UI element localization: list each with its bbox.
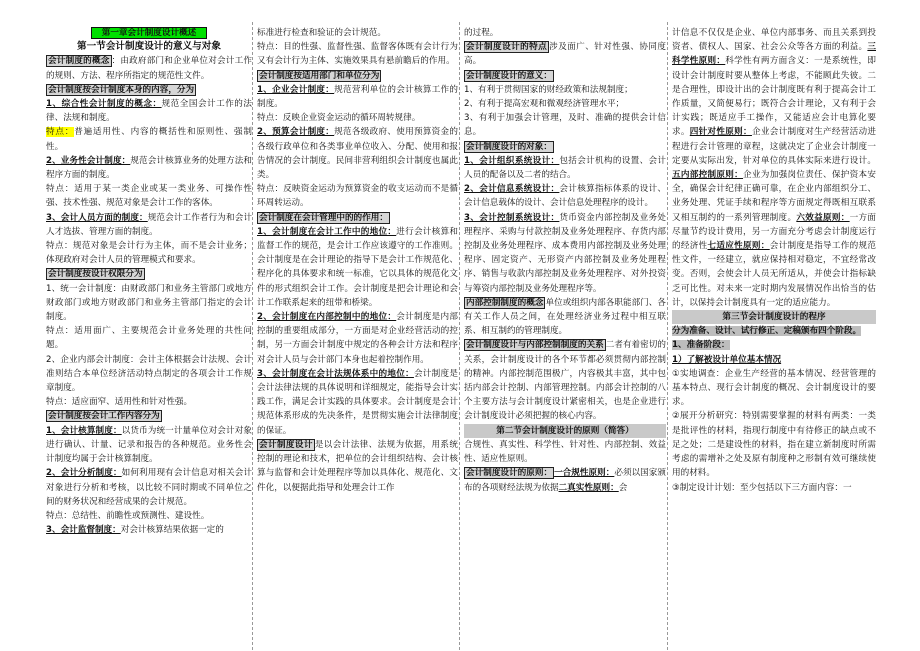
column-1 xyxy=(44,26,254,646)
paragraph: 特点：适用于某一类企业或某一类业务、可操作性强、技术性强、规范对象是会计工作的客体。 xyxy=(46,184,252,209)
paragraph: 特点：反映资金运动为预算资金的收支运动而不是循环周转运动。 xyxy=(257,184,458,209)
heading-box: 会计制度设计的意义： xyxy=(466,70,552,81)
paragraph: 1、会计组织系统设计：包括会计机构的设置、会计人员的配备以及二者的结合。 xyxy=(464,155,666,181)
paragraph: 特点：总结性、前瞻性或预测性、建设性。 xyxy=(46,510,210,521)
section-title: 第一节会计制度设计的意义与对象 xyxy=(77,41,221,53)
section-title: 第三节会计制度设计的程序 xyxy=(672,310,876,324)
paragraph: 1、会计制度在会计工作中的地位：进行会计核算和监督工作的规范，是会计工作应该遵守的工作准则。会计制度是在会计理论的指导下是会计工作规范化、程序化的具体要求和统一标准，它以具体的规范化文件的形式组织会计工作。会计制度是把会计理论和会计工作联系起来的纽带和桥梁。 xyxy=(257,226,458,308)
highlight: 特点： xyxy=(46,127,75,138)
paragraph: 合规性、真实性、科学性、针对性、内部控制、效益性、适应性原则。 xyxy=(464,439,666,465)
paragraph: 会计制度设计的特点 涉及面广、针对性强、协同度高。 xyxy=(464,42,666,67)
paragraph: 计信息不仅仅是企业、单位内部事务、而且关系到投资者、债权人、国家、社会公众等各方面的利益。三科学性原则：科学性有两方面含义：一是系统性，即设计会计制度时要从整体上考虑，不能顾此失彼。二是合理性，即设计出的会计制度既有利于提高会计工作质量，又简便易行；既符合会计理论，又有利于会计实践；既适应手工操作，又能适应会计电算化要求。四针对性原则：企业会计制度对生产经营活动进程进行会计管理的章程，这就决定了企业会计制度一定要从实际出发，针对单位的具体实际来进行设计。五内部控制原则：企业为加强岗位责任、保护资本安全，确保会计纪律正确可靠，在企业内部组织分工、业务处理、凭证手续和程序等方面规定得既相互联系又相互制约的一系列管理制度。六效益原则：一方面尽量节约设计费用，另一方面充分考虑会计制度运行的经济性七适应性原则：会计制度是指导工作的规范性文件，一经建立，就应保持相对稳定，不宜经常改变。否则，会使会计人员无所适从，并使会计指标缺乏可比性。对未来一定时期内发展情况作出恰当的估计，以保持会计制度具有一定的适应能力。 xyxy=(672,28,876,308)
heading-box: 会计制度设计的对象： xyxy=(466,141,552,152)
highlight: 1、准备阶段： xyxy=(672,340,730,351)
highlight: 分为准备、设计、试行修正、定稿颁布四个阶段。 xyxy=(672,326,862,337)
paragraph: 2、会计信息系统设计：会计核算指标体系的设计、会计信息载体的设计、会计信息处理程序的设计。 xyxy=(464,184,666,209)
paragraph: 2、预算会计制度：规范各级政府、使用预算资金的各级行政单位和各类事业单位收入、分配、使用和报告情况的会计制度。民间非营利组织会计制度也属此类。 xyxy=(257,127,458,181)
paragraph: 1、有利于贯彻国家的财经政策和法规制度； xyxy=(464,84,633,95)
chapter-title: 第一章会计制度设计概述 xyxy=(91,27,208,39)
heading-box: 会计制度按设计权限分为 xyxy=(48,269,143,280)
paragraph: 1、企业会计制度：规范营利单位的会计核算工作的制度。 xyxy=(257,84,458,110)
paragraph: 特点：适用面广、主要规范会计业务处理的共性问题。 xyxy=(46,326,252,351)
column-4 xyxy=(670,26,878,646)
column-2 xyxy=(255,26,460,646)
term-label: 会计制度设计与内部控制制度的关系 xyxy=(466,340,604,351)
paragraph: 2、会计制度在内部控制中的地位：会计制度是内部控制的重要组成部分，一方面是对企业经营活动的控制，另一方面会计制度中规定的各种会计方法和程序对会计人员与会计部门本身也起着控制作用。 xyxy=(257,312,458,365)
paragraph: 特点：规范对象是会计行为主体，而不是会计业务；体现政府对会计人员的管理模式和要求。 xyxy=(46,241,252,266)
paragraph: 特点：反映企业资金运动的循环周转规律。 xyxy=(257,113,421,124)
paragraph: 3、会计制度在会计法规体系中的地位：会计制度是会计法律法规的具体说明和详细规定，能指导会计实践工作，满足会计实践的具体要求。会计制度是会计规范体系形成的先决条件，是贯彻实施会计法律制度的保证。 xyxy=(257,368,458,436)
paragraph: 会计制度设计的原则： 一合规性原则：必须以国家颁布的各项财经法规为依据二真实性原则：会 xyxy=(464,468,666,493)
paragraph: 特点：适应面窄、适用性和针对性强。 xyxy=(46,397,193,408)
term-label: 会计制度设计的原则： xyxy=(466,468,553,479)
paragraph: 2、企业内部会计制度：会计主体根据会计法规、会计准则结合本单位经济活动特点制定的各项会计工作规章制度。 xyxy=(46,354,252,394)
paragraph: 3、会计人员方面的制度：规范会计工作者行为和会计人才选拔、管理方面的制度。 xyxy=(46,212,252,237)
paragraph xyxy=(672,338,876,352)
term-label: 会计制度设计的特点 xyxy=(466,42,548,53)
paragraph: 特点：目的性强、监督性强、监督客体既有会计行为又有会计行为主体、实施效果具有悬前瞻后的作用。 xyxy=(257,42,458,67)
term-label: 内部控制制度的概念 xyxy=(466,297,544,308)
paragraph: 1、综合性会计制度的概念：规范全国会计工作的法律、法规和制度。 xyxy=(46,99,252,124)
heading-box: 会计制度按会计制度本身的内容，分为 xyxy=(48,84,195,95)
paragraph: 的过程。 xyxy=(464,28,499,38)
paragraph: 会计制度设计与内部控制制度的关系 二者有着密切的关系，会计制度设计的各个环节都必须贯彻内部控制的精神。内部控制范围极广，内容极其丰富，其中包括内部会计控制、内部管理控制。内部会计控制的八个主要方法与会计制度设计紧密相关，也是企业进行会计制度设计必须把握的核心内容。 xyxy=(464,340,666,422)
section-title: 第二节会计制度设计的原则（简答） xyxy=(464,424,666,438)
paragraph: 标准进行检查和验证的会计规范。 xyxy=(257,28,386,38)
paragraph: 内部控制制度的概念 单位或组织内部各职能部门、各有关工作人员之间，在处理经济业务过程中相互联系、相互制约的管理制度。 xyxy=(464,297,666,337)
paragraph: 1、统一会计制度：由财政部门和业务主管部门或地方财政部门或地方财政部门和业务主管部门指定的会计制度。 xyxy=(46,283,252,323)
heading-box: 会计制度按适用部门和单位分为 xyxy=(259,70,380,81)
paragraph: 2、业务性会计制度：规范会计核算业务的处理方法和程序方面的制度。 xyxy=(46,155,252,181)
paragraph: 1）了解被设计单位基本情况 xyxy=(672,354,782,365)
paragraph: 1、会计核算制度：以货币为统一计量单位对会计对象进行确认、计量、记录和报告的各种规范。业务性会计制度均属于会计核算制度。 xyxy=(46,425,252,465)
paragraph xyxy=(672,324,876,338)
paragraph: 2、会计分析制度：如何利用现有会计信息对相关会计对象进行分析和考核，以比较不同时期或不同单位之间的财务状况和经营成果的会计规范。 xyxy=(46,468,252,507)
term-label: 会计制度的概念 xyxy=(48,56,110,67)
paragraph: 特点：普遍适用性、内容的概括性和原则性、强制性。 xyxy=(46,127,252,152)
heading-box: 会计制度在会计管理中的的作用： xyxy=(259,212,388,223)
paragraph: 3、有利于加强会计管理，及时、准确的提供会计信息。 xyxy=(464,113,666,138)
paragraph: ①实地调查：企业生产经营的基本情况、经营管理的基本特点、现行会计制度的概况、会计制度设计的要求。 xyxy=(672,368,876,408)
column-3 xyxy=(462,26,668,646)
paragraph: 2、有利于提高宏观和微观经济管理水平； xyxy=(464,99,625,110)
paragraph: 会计制度设计 是以会计法律、法规为依据，用系统控制的理论和技术，把单位的会计组织结构、会计核算与监督和会计处理程序等加以具体化、规范化、文件化，以便据此指导和处理会计工作 xyxy=(257,439,458,493)
paragraph: 3、会计监督制度：对会计核算结果依据一定的 xyxy=(46,525,224,536)
paragraph: 会计制度的概念 ：由政府部门和企业单位对会计工作的规则、方法、程序所指定的规范性文件。 xyxy=(46,56,252,81)
paragraph: ②展开分析研究：特别需要掌握的材料有两类：一类是批评性的材料，指现行制度中有待修正的缺点或不足之处；二是建设性的材料，指在建立新制度时所需考虑的需增补之处及原有制度种之形制有效可继续使用的材料。 xyxy=(672,411,876,479)
paragraph: 3、会计控制系统设计：货币资金内部控制及业务处理程序、采购与付款控制及业务处理程序、存货内部控制及业务处理程序、成本费用内部控制及业务处理程序、固定资产、无形资产内部控制及业务处理程序、销售与收款内部控制及业务处理程序、对外投资与筹资内部控制及业务处理程序等。 xyxy=(464,212,666,294)
paragraph: ③制定设计计划：至少包括以下三方面内容：一 xyxy=(672,482,852,493)
term-label: 会计制度设计 xyxy=(259,439,313,450)
heading-box: 会计制度按会计工作内容分为 xyxy=(48,411,160,422)
